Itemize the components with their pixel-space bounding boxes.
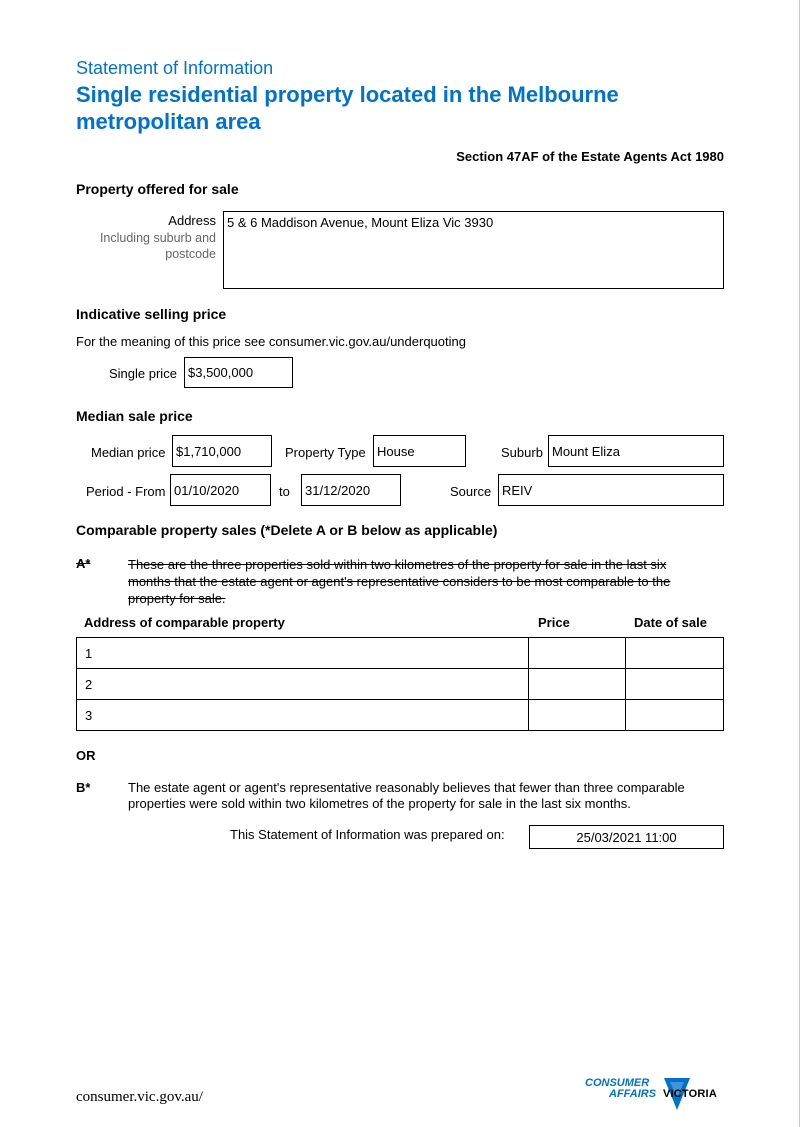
median-heading: Median sale price <box>76 408 193 424</box>
prepared-on-label: This Statement of Information was prepared on: <box>230 827 505 842</box>
option-b-line2: properties were sold within two kilometres of the property for sale in the last six months. <box>128 796 631 811</box>
source-field[interactable]: REIV <box>498 474 724 506</box>
row-date-cell[interactable] <box>626 700 724 731</box>
option-b-marker: B* <box>76 780 91 795</box>
document-subtitle: Statement of Information <box>76 58 274 78</box>
period-to-field[interactable]: 31/12/2020 <box>301 474 401 506</box>
address-sublabel-line2: postcode <box>165 247 216 261</box>
option-a-marker: A* <box>76 556 91 571</box>
period-from-field[interactable]: 01/10/2020 <box>170 474 271 506</box>
option-a-text <box>128 556 728 607</box>
document-title: Single residential property located in the Melbourne metropolitan area <box>76 82 619 134</box>
median-price-field[interactable]: $1,710,000 <box>172 435 272 467</box>
row-price-cell[interactable] <box>529 669 626 700</box>
single-price-field[interactable]: $3,500,000 <box>184 357 293 388</box>
table-row <box>77 638 724 669</box>
period-to-label: to <box>279 484 290 499</box>
source-label: Source <box>450 484 492 499</box>
col-address-header: Address of comparable property <box>84 615 285 630</box>
row-date-cell[interactable] <box>626 669 724 700</box>
table-row <box>77 669 724 700</box>
option-a-line1: These are the three properties sold within two kilometres of the property for sale in the last six <box>128 557 667 572</box>
price-meaning-text: For the meaning of this price see consumer.vic.gov.au/underquoting <box>76 334 466 349</box>
median-price-label: Median price <box>91 445 166 460</box>
property-type-field[interactable]: House <box>373 435 466 467</box>
logo-line-consumer: CONSUMER <box>585 1077 650 1089</box>
row-number-cell[interactable]: 1 <box>77 638 529 669</box>
address-sublabel <box>100 230 216 262</box>
single-price-label: Single price <box>109 366 177 381</box>
prepared-on-field[interactable]: 25/03/2021 11:00 <box>529 825 724 849</box>
indicative-heading: Indicative selling price <box>76 306 227 322</box>
comparable-heading: Comparable property sales (*Delete A or B below as applicable) <box>76 522 498 538</box>
row-number-cell[interactable]: 3 <box>77 700 529 731</box>
row-number-cell[interactable]: 2 <box>77 669 529 700</box>
col-price-header: Price <box>538 615 570 630</box>
option-a-line3: property for sale. <box>128 591 226 606</box>
option-a-line2: months that the estate agent or agent's representative considers to be most comparable to the <box>128 574 671 589</box>
row-price-cell[interactable] <box>529 700 626 731</box>
comparable-table <box>76 637 724 731</box>
property-type-label: Property Type <box>285 445 366 460</box>
option-b-line1: The estate agent or agent's representative reasonably believes that fewer than three comparable <box>128 780 685 795</box>
col-date-header: Date of sale <box>634 615 707 630</box>
row-price-cell[interactable] <box>529 638 626 669</box>
table-row <box>77 700 724 731</box>
or-separator: OR <box>76 748 96 763</box>
logo-line-victoria: VICTORIA <box>663 1088 717 1100</box>
address-sublabel-line1: Including suburb and <box>99 231 216 245</box>
suburb-label: Suburb <box>501 445 543 460</box>
consumer-affairs-victoria-logo <box>585 1073 730 1113</box>
option-b-text <box>128 780 728 812</box>
address-field[interactable]: 5 & 6 Maddison Avenue, Mount Eliza Vic 3930 <box>223 211 724 289</box>
footer-url[interactable]: consumer.vic.gov.au/ <box>76 1089 203 1105</box>
act-reference: Section 47AF of the Estate Agents Act 1980 <box>456 149 724 164</box>
address-label: Address <box>168 213 216 228</box>
period-from-label: Period - From <box>86 484 166 499</box>
suburb-field[interactable]: Mount Eliza <box>548 435 724 467</box>
row-date-cell[interactable] <box>626 638 724 669</box>
logo-line-affairs: AFFAIRS <box>609 1088 657 1100</box>
property-heading: Property offered for sale <box>76 181 239 197</box>
